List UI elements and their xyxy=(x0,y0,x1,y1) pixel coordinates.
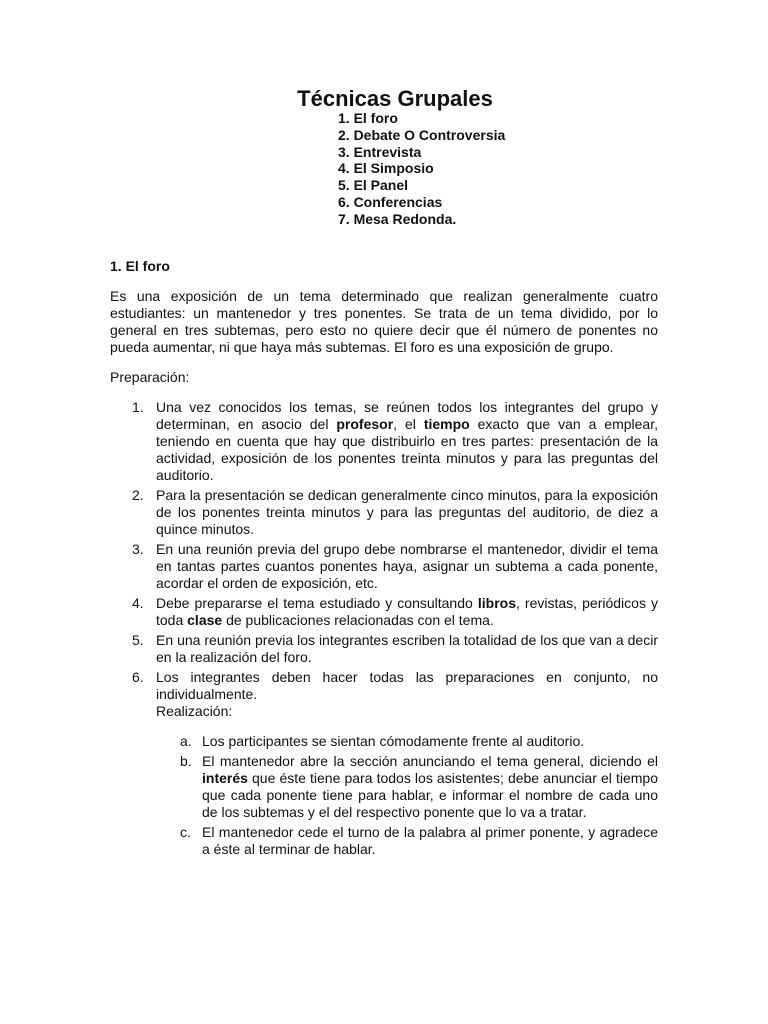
list-text: El mantenedor cede el turno de la palabra al primer ponente, y agradece a éste al terminar de hablar. xyxy=(202,824,658,857)
list-number: 2. xyxy=(132,487,144,503)
bold-term: tiempo xyxy=(423,416,470,432)
table-of-contents xyxy=(338,110,505,228)
section-heading: 1. El foro xyxy=(110,258,170,274)
bold-term: libros xyxy=(477,595,516,611)
list-letter: a. xyxy=(180,733,192,749)
list-number: 3. xyxy=(132,541,144,557)
list-number: 4. xyxy=(132,595,144,611)
toc-item: 7. Mesa Redonda. xyxy=(338,210,457,227)
realization-steps xyxy=(110,733,658,858)
list-text: En una reunión previa del grupo debe nombrarse el mantenedor, dividir el tema en tantas partes cuantos ponentes haya, asignar un subtema a cada ponente, acordar el orden de exposición, etc. xyxy=(156,541,658,591)
toc-item: 3. Entrevista xyxy=(338,143,422,160)
list-number: 1. xyxy=(132,399,144,415)
list-text: Para la presentación se dedican generalmente cinco minutos, para la exposición de los ponentes treinta minutos y para las preguntas del auditorio, de diez a quince minutos. xyxy=(156,487,658,537)
intro-paragraph: Es una exposición de un tema determinado que realizan generalmente cuatro estudiantes: un mantenedor y tres ponentes. Se trata de un tema dividido, por lo general en tres subtemas, pero esto no quiere decir que él número de ponentes no pueda aumentar, ni que haya más subtemas. El foro es una exposición de grupo. xyxy=(110,288,658,355)
list-letter: c. xyxy=(180,824,191,840)
toc-item: 4. El Simposio xyxy=(338,160,434,177)
list-item xyxy=(110,595,658,629)
bold-term: clase xyxy=(187,612,223,628)
toc-item: 1. El foro xyxy=(338,110,398,126)
toc-item: 6. Conferencias xyxy=(338,193,443,210)
list-text: Una vez conocidos los temas, se reúnen todos los integrantes del grupo y determinan, en asocio del profesor, el tiempo exacto que van a emplear, teniendo en cuenta que hay que distribuirlo en tres partes: presentación de la actividad, exposición de los ponentes treinta minutos y para las preguntas del auditorio. xyxy=(156,399,658,483)
list-item xyxy=(110,399,658,484)
list-text: En una reunión previa los integrantes escriben la totalidad de los que van a decir en la realización del foro. xyxy=(156,632,658,665)
list-number: 5. xyxy=(132,632,144,648)
list-item xyxy=(110,824,658,858)
list-item xyxy=(110,541,658,592)
toc-item: 2. Debate O Controversia xyxy=(338,126,506,143)
list-item xyxy=(110,733,658,750)
list-number: 6. xyxy=(132,669,144,685)
list-text: Debe prepararse el tema estudiado y consultando libros, revistas, periódicos y toda clase de publicaciones relacionadas con el tema. xyxy=(156,595,659,628)
list-item xyxy=(110,487,658,538)
bold-term: profesor xyxy=(336,416,394,432)
realizacion-label: Realización: xyxy=(156,703,233,719)
list-text: Los integrantes deben hacer todas las preparaciones en conjunto, no individualmente. xyxy=(156,669,658,702)
list-letter: b. xyxy=(180,753,192,769)
list-item xyxy=(110,632,658,666)
list-item xyxy=(110,669,658,720)
toc-item: 5. El Panel xyxy=(338,177,409,194)
list-text: Los participantes se sientan cómodamente frente al auditorio. xyxy=(202,733,585,749)
document-title: Técnicas Grupales xyxy=(297,86,493,111)
preparacion-label: Preparación: xyxy=(110,369,190,385)
preparation-steps xyxy=(110,399,658,720)
list-text: El mantenedor abre la sección anunciando el tema general, diciendo el interés que éste tiene para todos los asistentes; debe anunciar el tiempo que cada ponente tiene para hablar, e informar el nombre de cada uno de los subtemas y el del respectivo ponente que lo va a tratar. xyxy=(202,753,658,820)
list-item xyxy=(110,753,658,821)
document-body xyxy=(110,258,658,861)
bold-term: interés xyxy=(202,770,248,786)
